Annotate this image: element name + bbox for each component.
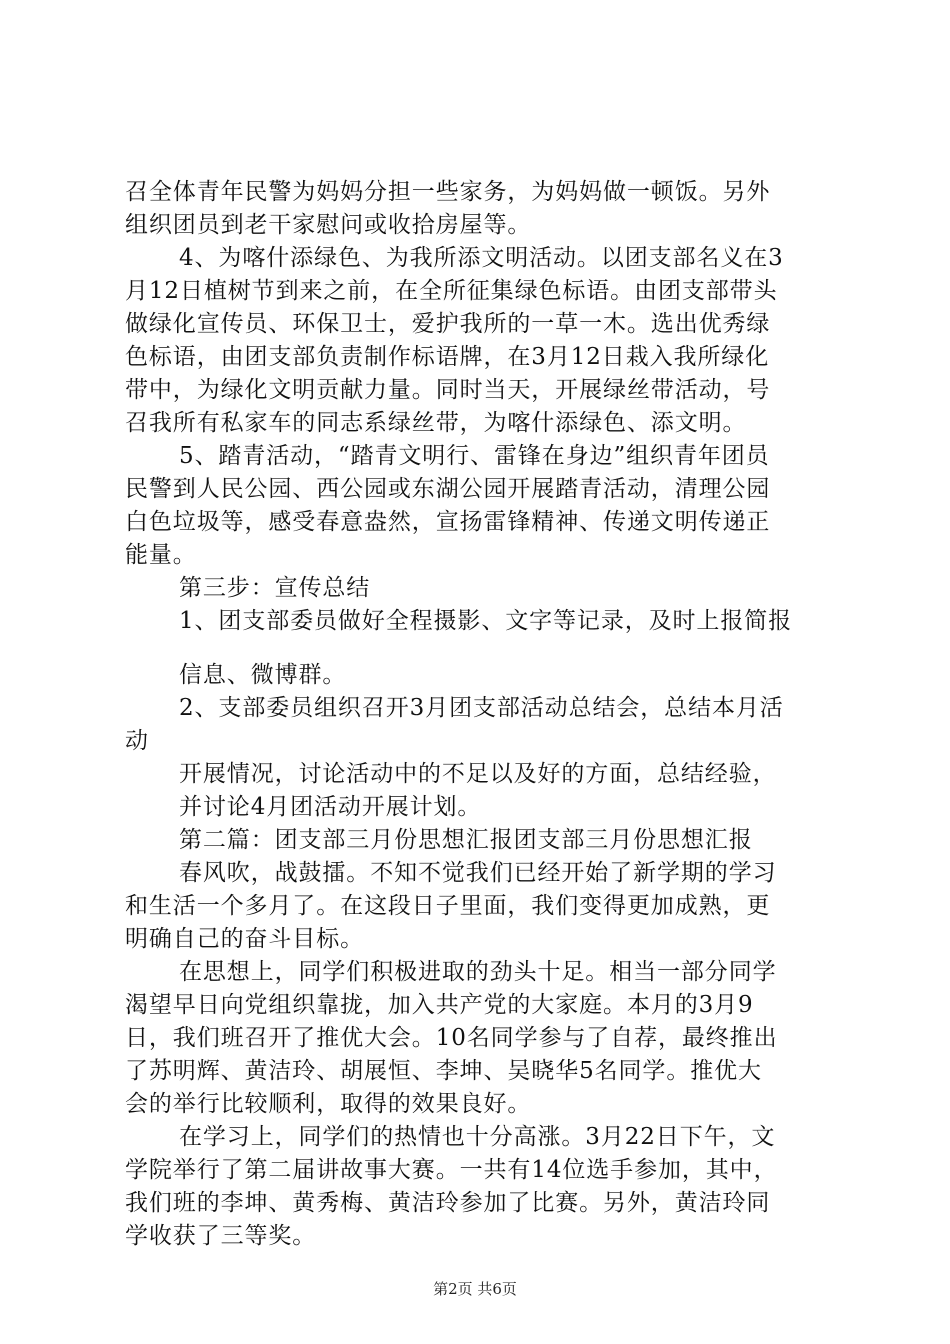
- text-line: 渴望早日向党组织靠拢，加入共产党的大家庭。本月的3月9: [125, 992, 754, 1018]
- text-line: 带中，为绿化文明贡献力量。同时当天，开展绿丝带活动，号: [125, 377, 771, 403]
- page-number-footer: 第2页 共6页: [433, 1280, 517, 1298]
- text-line: 我们班的李坤、黄秀梅、黄洁玲参加了比赛。另外，黄洁玲同: [125, 1190, 771, 1216]
- text-line: 2、支部委员组织召开3月团支部活动总结会，总结本月活: [179, 695, 784, 721]
- text-line: 会的举行比较顺利，取得的效果良好。: [125, 1091, 532, 1117]
- text-line: 召全体青年民警为妈妈分担一些家务，为妈妈做一顿饭。另外: [125, 179, 771, 205]
- text-line: 开展情况，讨论活动中的不足以及好的方面，总结经验，: [179, 761, 777, 787]
- text-line: 在学习上，同学们的热情也十分高涨。3月22日下午，文: [179, 1124, 776, 1150]
- text-line: 组织团员到老干家慰问或收拾房屋等。: [125, 212, 532, 238]
- text-line: 1、团支部委员做好全程摄影、文字等记录，及时上报简报: [179, 608, 793, 634]
- text-line: 学收获了三等奖。: [125, 1223, 317, 1249]
- text-line: 学院举行了第二届讲故事大赛。一共有14位选手参加，其中，: [125, 1157, 778, 1183]
- text-line: 4、为喀什添绿色、为我所添文明活动。以团支部名义在3: [179, 245, 784, 271]
- text-line: 和生活一个多月了。在这段日子里面，我们变得更加成熟，更: [125, 893, 771, 919]
- section-heading: 第三步：宣传总结: [179, 575, 371, 601]
- text-line: 民警到人民公园、西公园或东湖公园开展踏青活动，清理公园: [125, 476, 771, 502]
- text-line: 在思想上，同学们积极进取的劲头十足。相当一部分同学: [179, 959, 777, 985]
- text-line: 召我所有私家车的同志系绿丝带，为喀什添绿色、添文明。: [125, 410, 747, 436]
- text-line: 能量。: [125, 542, 197, 568]
- text-line: 做绿化宣传员、环保卫士，爱护我所的一草一木。选出优秀绿: [125, 311, 771, 337]
- text-line: 日，我们班召开了推优大会。10名同学参与了自荐，最终推出: [125, 1025, 778, 1051]
- text-line: 动: [125, 728, 149, 754]
- text-line: 白色垃圾等，感受春意盎然，宣扬雷锋精神、传递文明传递正: [125, 509, 771, 535]
- text-line: 并讨论4月团活动开展计划。: [179, 794, 482, 820]
- text-line: 月12日植树节到来之前，在全所征集绿色标语。由团支部带头: [125, 278, 778, 304]
- text-line: 春风吹，战鼓擂。不知不觉我们已经开始了新学期的学习: [179, 860, 777, 886]
- text-line: 信息、微博群。: [179, 662, 347, 688]
- text-line: 明确自己的奋斗目标。: [125, 926, 364, 952]
- text-line: 色标语，由团支部负责制作标语牌，在3月12日栽入我所绿化: [125, 344, 770, 370]
- section-heading: 第二篇：团支部三月份思想汇报团支部三月份思想汇报: [179, 827, 753, 853]
- text-line: 5、踏青活动，“踏青文明行、雷锋在身边”组织青年团员: [179, 443, 770, 469]
- text-line: 了苏明辉、黄洁玲、胡展恒、李坤、吴晓华5名同学。推优大: [125, 1058, 762, 1084]
